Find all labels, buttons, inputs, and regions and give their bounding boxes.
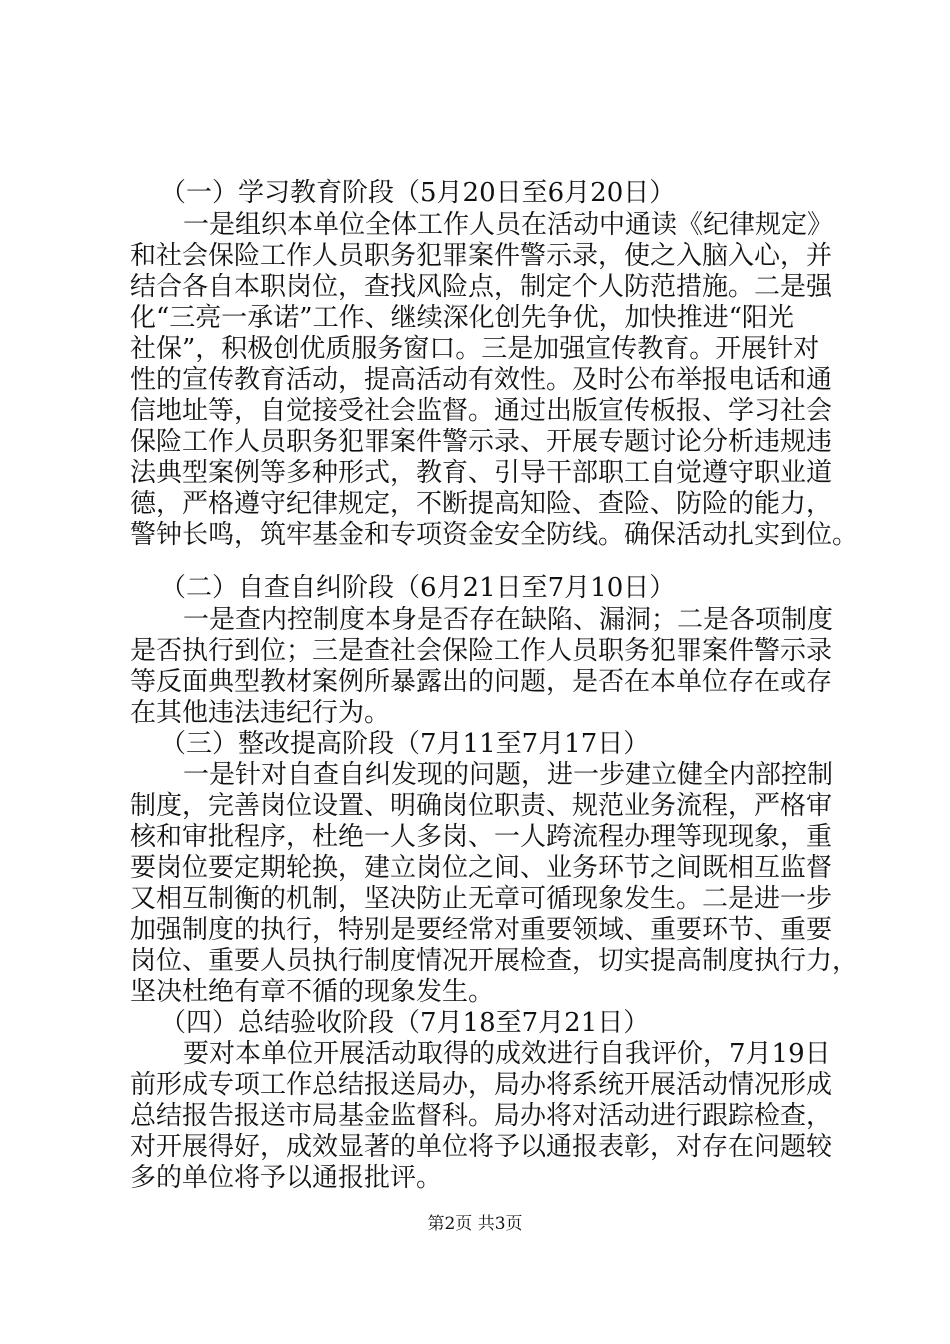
paragraph-line: 制度，完善岗位设置、明确岗位职责、规范业务流程，严格审 bbox=[130, 791, 833, 821]
section-heading: （三）整改提高阶段（7月11至7月17日） bbox=[160, 729, 650, 759]
paragraph-line: 法典型案例等多种形式，教育、引导干部职工自觉遵守职业道 bbox=[130, 458, 833, 488]
paragraph-line: 社保”，积极创优质服务窗口。三是加强宣传教育。开展针对 bbox=[130, 334, 820, 364]
paragraph-line: 一是针对自查自纠发现的问题，进一步建立健全内部控制 bbox=[183, 760, 834, 790]
section-heading: （四）总结验收阶段（7月18至7月21日） bbox=[160, 1008, 650, 1038]
paragraph-line: 结合各自本职岗位，查找风险点，制定个人防范措施。二是强 bbox=[130, 272, 833, 302]
paragraph-line: 多的单位将予以通报批评。 bbox=[130, 1163, 443, 1193]
paragraph-line: 要岗位要定期轮换，建立岗位之间、业务环节之间既相互监督 bbox=[130, 853, 833, 883]
paragraph-line: 等反面典型教材案例所暴露出的问题，是否在本单位存在或存 bbox=[130, 667, 833, 697]
paragraph-line: 和社会保险工作人员职务犯罪案件警示录，使之入脑入心，并 bbox=[130, 241, 833, 271]
paragraph-line: 坚决杜绝有章不循的现象发生。 bbox=[130, 977, 495, 1007]
paragraph-line: 对开展得好，成效显著的单位将予以通报表彰，对存在问题较 bbox=[130, 1132, 833, 1162]
section-heading: （二）自查自纠阶段（6月21日至7月10日） bbox=[160, 573, 676, 603]
paragraph-line: 在其他违法违纪行为。 bbox=[130, 698, 391, 728]
paragraph-line: 又相互制衡的机制，坚决防止无章可循现象发生。二是进一步 bbox=[130, 884, 833, 914]
paragraph-line: 信地址等，自觉接受社会监督。通过出版宣传板报、学习社会 bbox=[130, 396, 833, 426]
paragraph-line: 要对本单位开展活动取得的成效进行自我评价，7月19日 bbox=[183, 1039, 831, 1069]
paragraph-line: 性的宣传教育活动，提高活动有效性。及时公布举报电话和通 bbox=[130, 365, 833, 395]
paragraph-line: 警钟长鸣，筑牢基金和专项资金安全防线。确保活动扎实到位。 bbox=[130, 520, 859, 550]
paragraph-line: 保险工作人员职务犯罪案件警示录、开展专题讨论分析违规违 bbox=[130, 427, 833, 457]
section-heading: （一）学习教育阶段（5月20日至6月20日） bbox=[160, 178, 676, 208]
paragraph-line: 化“三亮一承诺”工作、继续深化创先争优，加快推进“阳光 bbox=[130, 303, 794, 333]
paragraph-line: 一是组织本单位全体工作人员在活动中通读《纪律规定》 bbox=[183, 210, 834, 240]
paragraph-line: 加强制度的执行，特别是要经常对重要领域、重要环节、重要 bbox=[130, 915, 833, 945]
paragraph-line: 德，严格遵守纪律规定，不断提高知险、查险、防险的能力， bbox=[130, 489, 833, 519]
paragraph-line: 核和审批程序，杜绝一人多岗、一人跨流程办理等现现象，重 bbox=[130, 822, 833, 852]
paragraph-line: 一是查内控制度本身是否存在缺陷、漏洞；二是各项制度 bbox=[183, 605, 834, 635]
paragraph-line: 前形成专项工作总结报送局办，局办将系统开展活动情况形成 bbox=[130, 1070, 833, 1100]
paragraph-line: 总结报告报送市局基金监督科。局办将对活动进行跟踪检查， bbox=[130, 1101, 833, 1131]
page-number-footer: 第2页 共3页 bbox=[427, 1214, 523, 1234]
paragraph-line: 岗位、重要人员执行制度情况开展检查，切实提高制度执行力， bbox=[130, 946, 859, 976]
paragraph-line: 是否执行到位；三是查社会保险工作人员职务犯罪案件警示录 bbox=[130, 636, 833, 666]
